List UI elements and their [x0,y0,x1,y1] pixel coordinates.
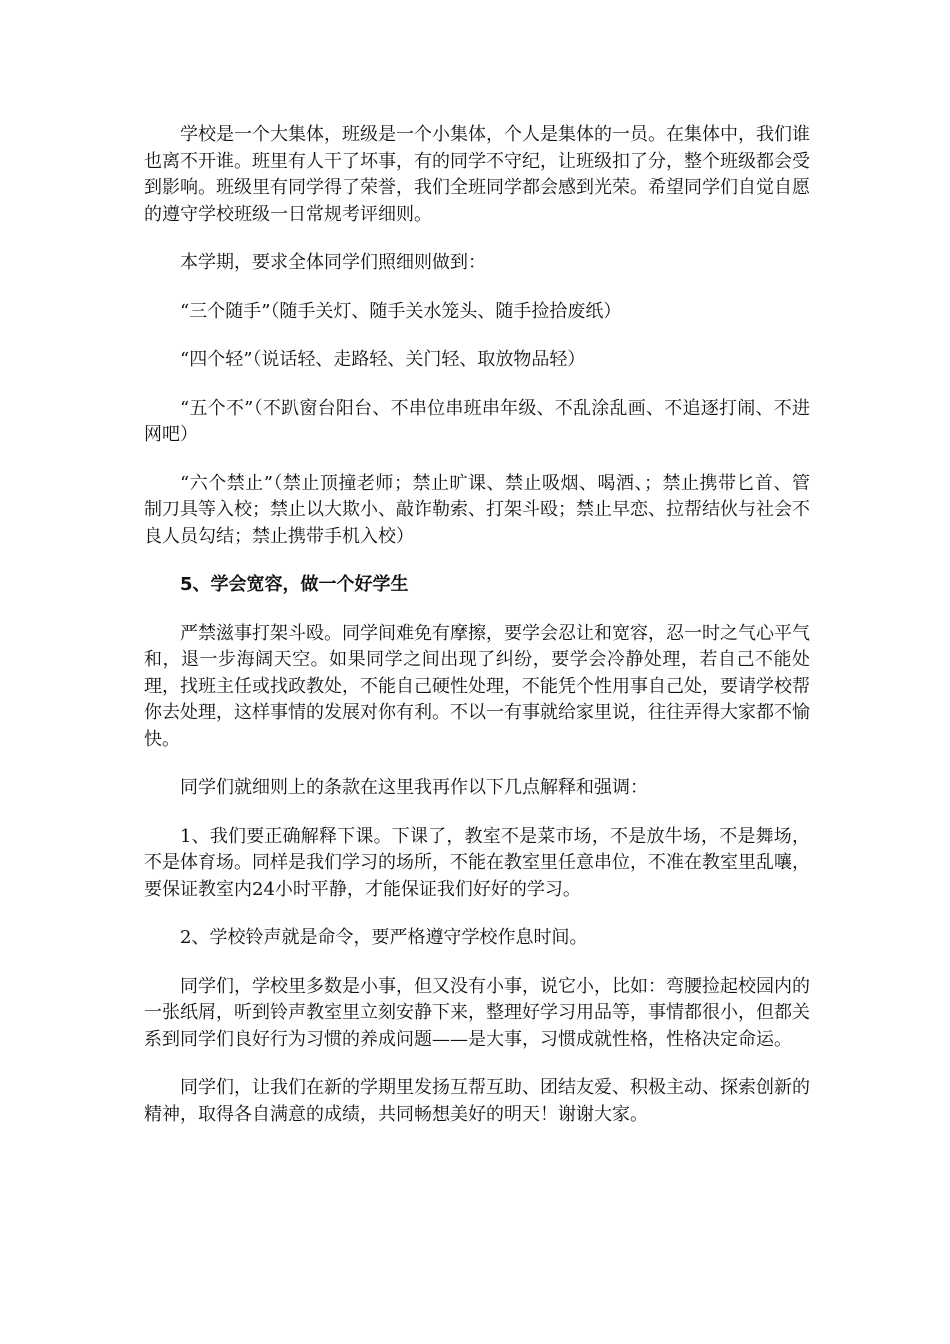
paragraph-five-rules: “五个不”（不趴窗台阳台、不串位串班串年级、不乱涂乱画、不追逐打闹、不进网吧） [144,397,810,445]
paragraph-point-2: 2、学校铃声就是命令，要严格遵守学校作息时间。 [180,927,588,948]
paragraph-explanation-intro: 同学们就细则上的条款在这里我再作以下几点解释和强调： [180,777,648,798]
paragraph-small-things: 同学们，学校里多数是小事，但又没有小事，说它小，比如：弯腰捡起校园内的一张纸屑，听到铃声教室里立刻安静下来，整理好学习用品等，事情都很小，但都关系到同学们良好行为习惯的养成问题——是大事，习惯成就性格，性格决定命运。 [144,975,810,1050]
paragraph-closing: 同学们，让我们在新的学期里发扬互帮互助、团结友爱、积极主动、探索创新的精神，取得各自满意的成绩，共同畅想美好的明天！谢谢大家。 [144,1077,810,1125]
paragraph-requirements: 本学期，要求全体同学们照细则做到： [180,252,486,273]
paragraph-four-rules: “四个轻”（说话轻、走路轻、关门轻、取放物品轻） [180,349,586,370]
paragraph-intro: 学校是一个大集体，班级是一个小集体，个人是集体的一员。在集体中，我们谁也离不开谁。班里有人干了坏事，有的同学不守纪，让班级扣了分，整个班级都会受到影响。班级里有同学得了荣誉，我们全班同学都会感到光荣。希望同学们自觉自愿的遵守学校班级一日常规考评细则。 [144,124,810,225]
paragraph-six-prohibitions: “六个禁止”（禁止顶撞老师；禁止旷课、禁止吸烟、喝酒、；禁止携带匕首、管制刀具等入校；禁止以大欺小、敲诈勒索、打架斗殴；禁止早恋、拉帮结伙与社会不良人员勾结；禁止携带手机入校） [144,472,810,547]
paragraph-point-1: 1、我们要正确解释下课。下课了，教室不是菜市场，不是放牛场，不是舞场，不是体育场。同样是我们学习的场所，不能在教室里任意串位，不准在教室里乱嚷，要保证教室内24小时平静，才能保证我们好好的学习。 [144,825,810,900]
document-page [144,122,810,1150]
section-heading: 5、学会宽容，做一个好学生 [180,574,409,595]
paragraph-tolerance: 严禁滋事打架斗殴。同学间难免有摩擦，要学会忍让和宽容，忍一时之气心平气和，退一步海阔天空。如果同学之间出现了纠纷，要学会冷静处理，若自己不能处理，找班主任或找政教处，不能自己硬性处理，不能凭个性用事自己处，要请学校帮你去处理，这样事情的发展对你有利。不以一有事就给家里说，往往弄得大家都不愉快。 [144,622,810,750]
paragraph-three-rules: “三个随手”（随手关灯、随手关水笼头、随手捡拾废纸） [180,300,622,322]
